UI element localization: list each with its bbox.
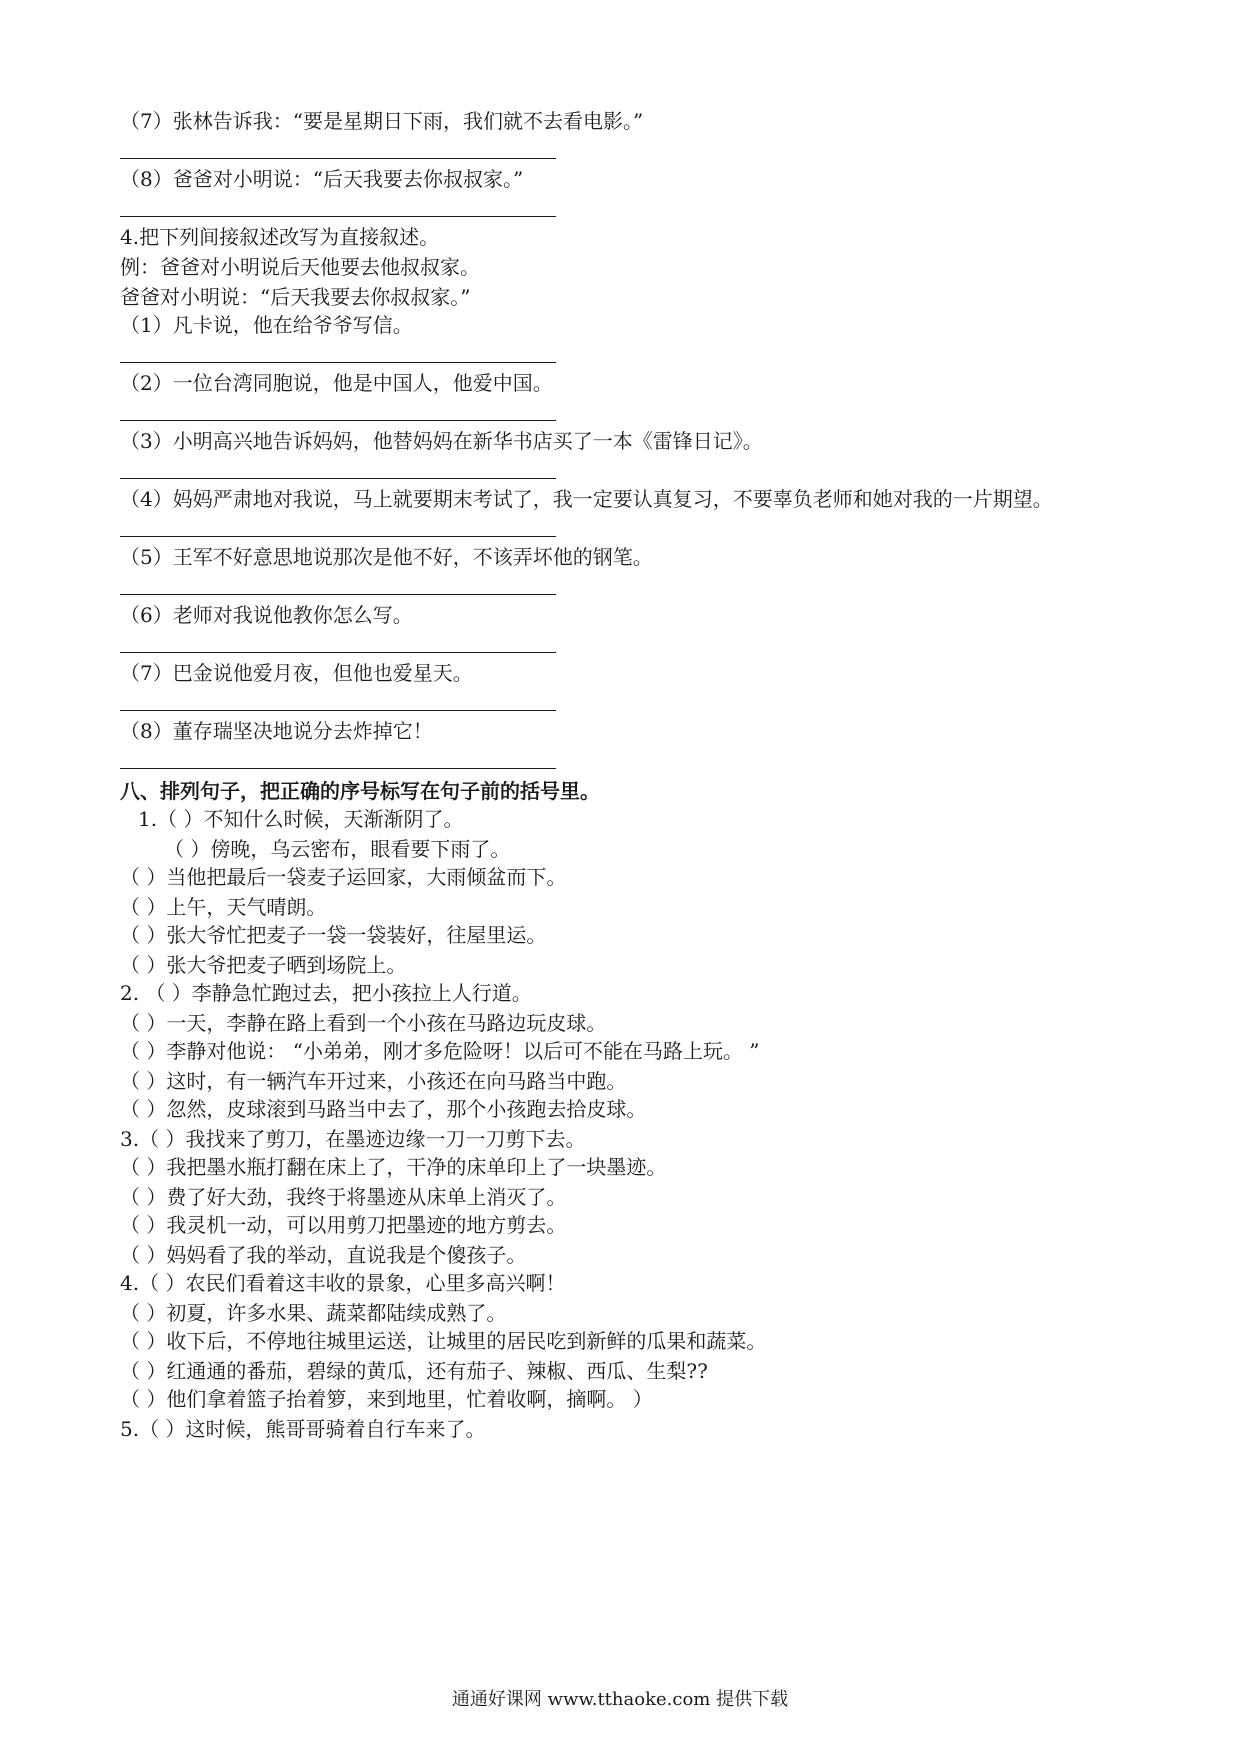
sort-item: （ ）上午，天气晴朗。 [120, 895, 327, 919]
page-footer: 通通好课网 www.tthaoke.com 提供下载 [451, 1689, 789, 1710]
exercise-item: （5）王军不好意思地说那次是他不好，不该弄坏他的钢笔。 [120, 545, 653, 569]
answer-line [120, 536, 556, 537]
sort-item: （ ）我把墨水瓶打翻在床上了，干净的床单印上了一块墨迹。 [120, 1155, 667, 1179]
sort-item: 5.（ ）这时候，熊哥哥骑着自行车来了。 [120, 1417, 486, 1441]
answer-line [120, 768, 556, 769]
example-answer: 爸爸对小明说：“后天我要去你叔叔家。” [120, 285, 471, 309]
sort-item: （ ）红通通的番茄，碧绿的黄瓜，还有茄子、辣椒、西瓜、生梨?? [120, 1359, 708, 1383]
sort-item: （ ）当他把最后一袋麦子运回家，大雨倾盆而下。 [120, 865, 567, 889]
sort-item: （ ）忽然，皮球滚到马路当中去了，那个小孩跑去拾皮球。 [120, 1097, 647, 1121]
exercise-item: （2）一位台湾同胞说，他是中国人，他爱中国。 [120, 371, 553, 395]
example-sentence: 例：爸爸对小明说后天他要去他叔叔家。 [120, 255, 480, 279]
exercise-item: （3）小明高兴地告诉妈妈，他替妈妈在新华书店买了一本《雷锋日记》。 [120, 429, 763, 453]
answer-line [120, 710, 556, 711]
sort-item: （ ）张大爷忙把麦子一袋一袋装好，往屋里运。 [120, 923, 547, 947]
sort-item: 4.（ ）农民们看着这丰收的景象，心里多高兴啊！ [120, 1271, 566, 1295]
sort-item: （ ）我灵机一动，可以用剪刀把墨迹的地方剪去。 [120, 1213, 567, 1237]
sort-item: 3.（ ）我找来了剪刀，在墨迹边缘一刀一刀剪下去。 [120, 1127, 586, 1151]
exercise-item: （1）凡卡说，他在给爷爷写信。 [120, 313, 413, 337]
sort-item: （ ）李静对他说： “小弟弟，刚才多危险呀！以后可不能在马路上玩。 ” [120, 1039, 760, 1063]
sort-item: 1.（ ）不知什么时候，天渐渐阴了。 [138, 807, 464, 831]
answer-line [120, 216, 556, 217]
sort-item: （ ）他们拿着篮子抬着箩，来到地里，忙着收啊，摘啊。 ） [120, 1387, 653, 1411]
exercise-item: （8）爸爸对小明说：“后天我要去你叔叔家。” [120, 167, 524, 191]
answer-line [120, 652, 556, 653]
answer-line [120, 158, 556, 159]
exercise-item: （7）巴金说他爱月夜，但他也爱星天。 [120, 661, 473, 685]
sort-item: 2. （ ）李静急忙跑过去，把小孩拉上人行道。 [120, 981, 532, 1005]
exercise-item: （8）董存瑞坚决地说分去炸掉它！ [120, 719, 433, 743]
exercise-item: （7）张林告诉我：“要是星期日下雨，我们就不去看电影。” [120, 109, 644, 133]
exercise-item: （6）老师对我说他教你怎么写。 [120, 603, 413, 627]
sort-item: （ ）初夏，许多水果、蔬菜都陆续成熟了。 [120, 1301, 507, 1325]
answer-line [120, 594, 556, 595]
sort-item: （ ）一天，李静在路上看到一个小孩在马路边玩皮球。 [120, 1011, 607, 1035]
sort-item: （ ）张大爷把麦子晒到场院上。 [120, 953, 407, 977]
section-heading: 八、排列句子，把正确的序号标写在句子前的括号里。 [120, 779, 600, 803]
answer-line [120, 362, 556, 363]
sort-item: （ ）费了好大劲，我终于将墨迹从床单上消灭了。 [120, 1185, 567, 1209]
sort-item: （ ）傍晚，乌云密布，眼看要下雨了。 [164, 837, 511, 861]
section-heading: 4.把下列间接叙述改写为直接叙述。 [120, 225, 440, 249]
sort-item: （ ）收下后，不停地往城里运送，让城里的居民吃到新鲜的瓜果和蔬菜。 [120, 1329, 767, 1353]
sort-item: （ ）妈妈看了我的举动，直说我是个傻孩子。 [120, 1243, 527, 1267]
answer-line [120, 420, 556, 421]
exercise-item: （4）妈妈严肃地对我说，马上就要期末考试了，我一定要认真复习，不要辜负老师和她对我的一片期望。 [120, 487, 1053, 511]
sort-item: （ ）这时，有一辆汽车开过来，小孩还在向马路当中跑。 [120, 1069, 627, 1093]
answer-line [120, 478, 556, 479]
